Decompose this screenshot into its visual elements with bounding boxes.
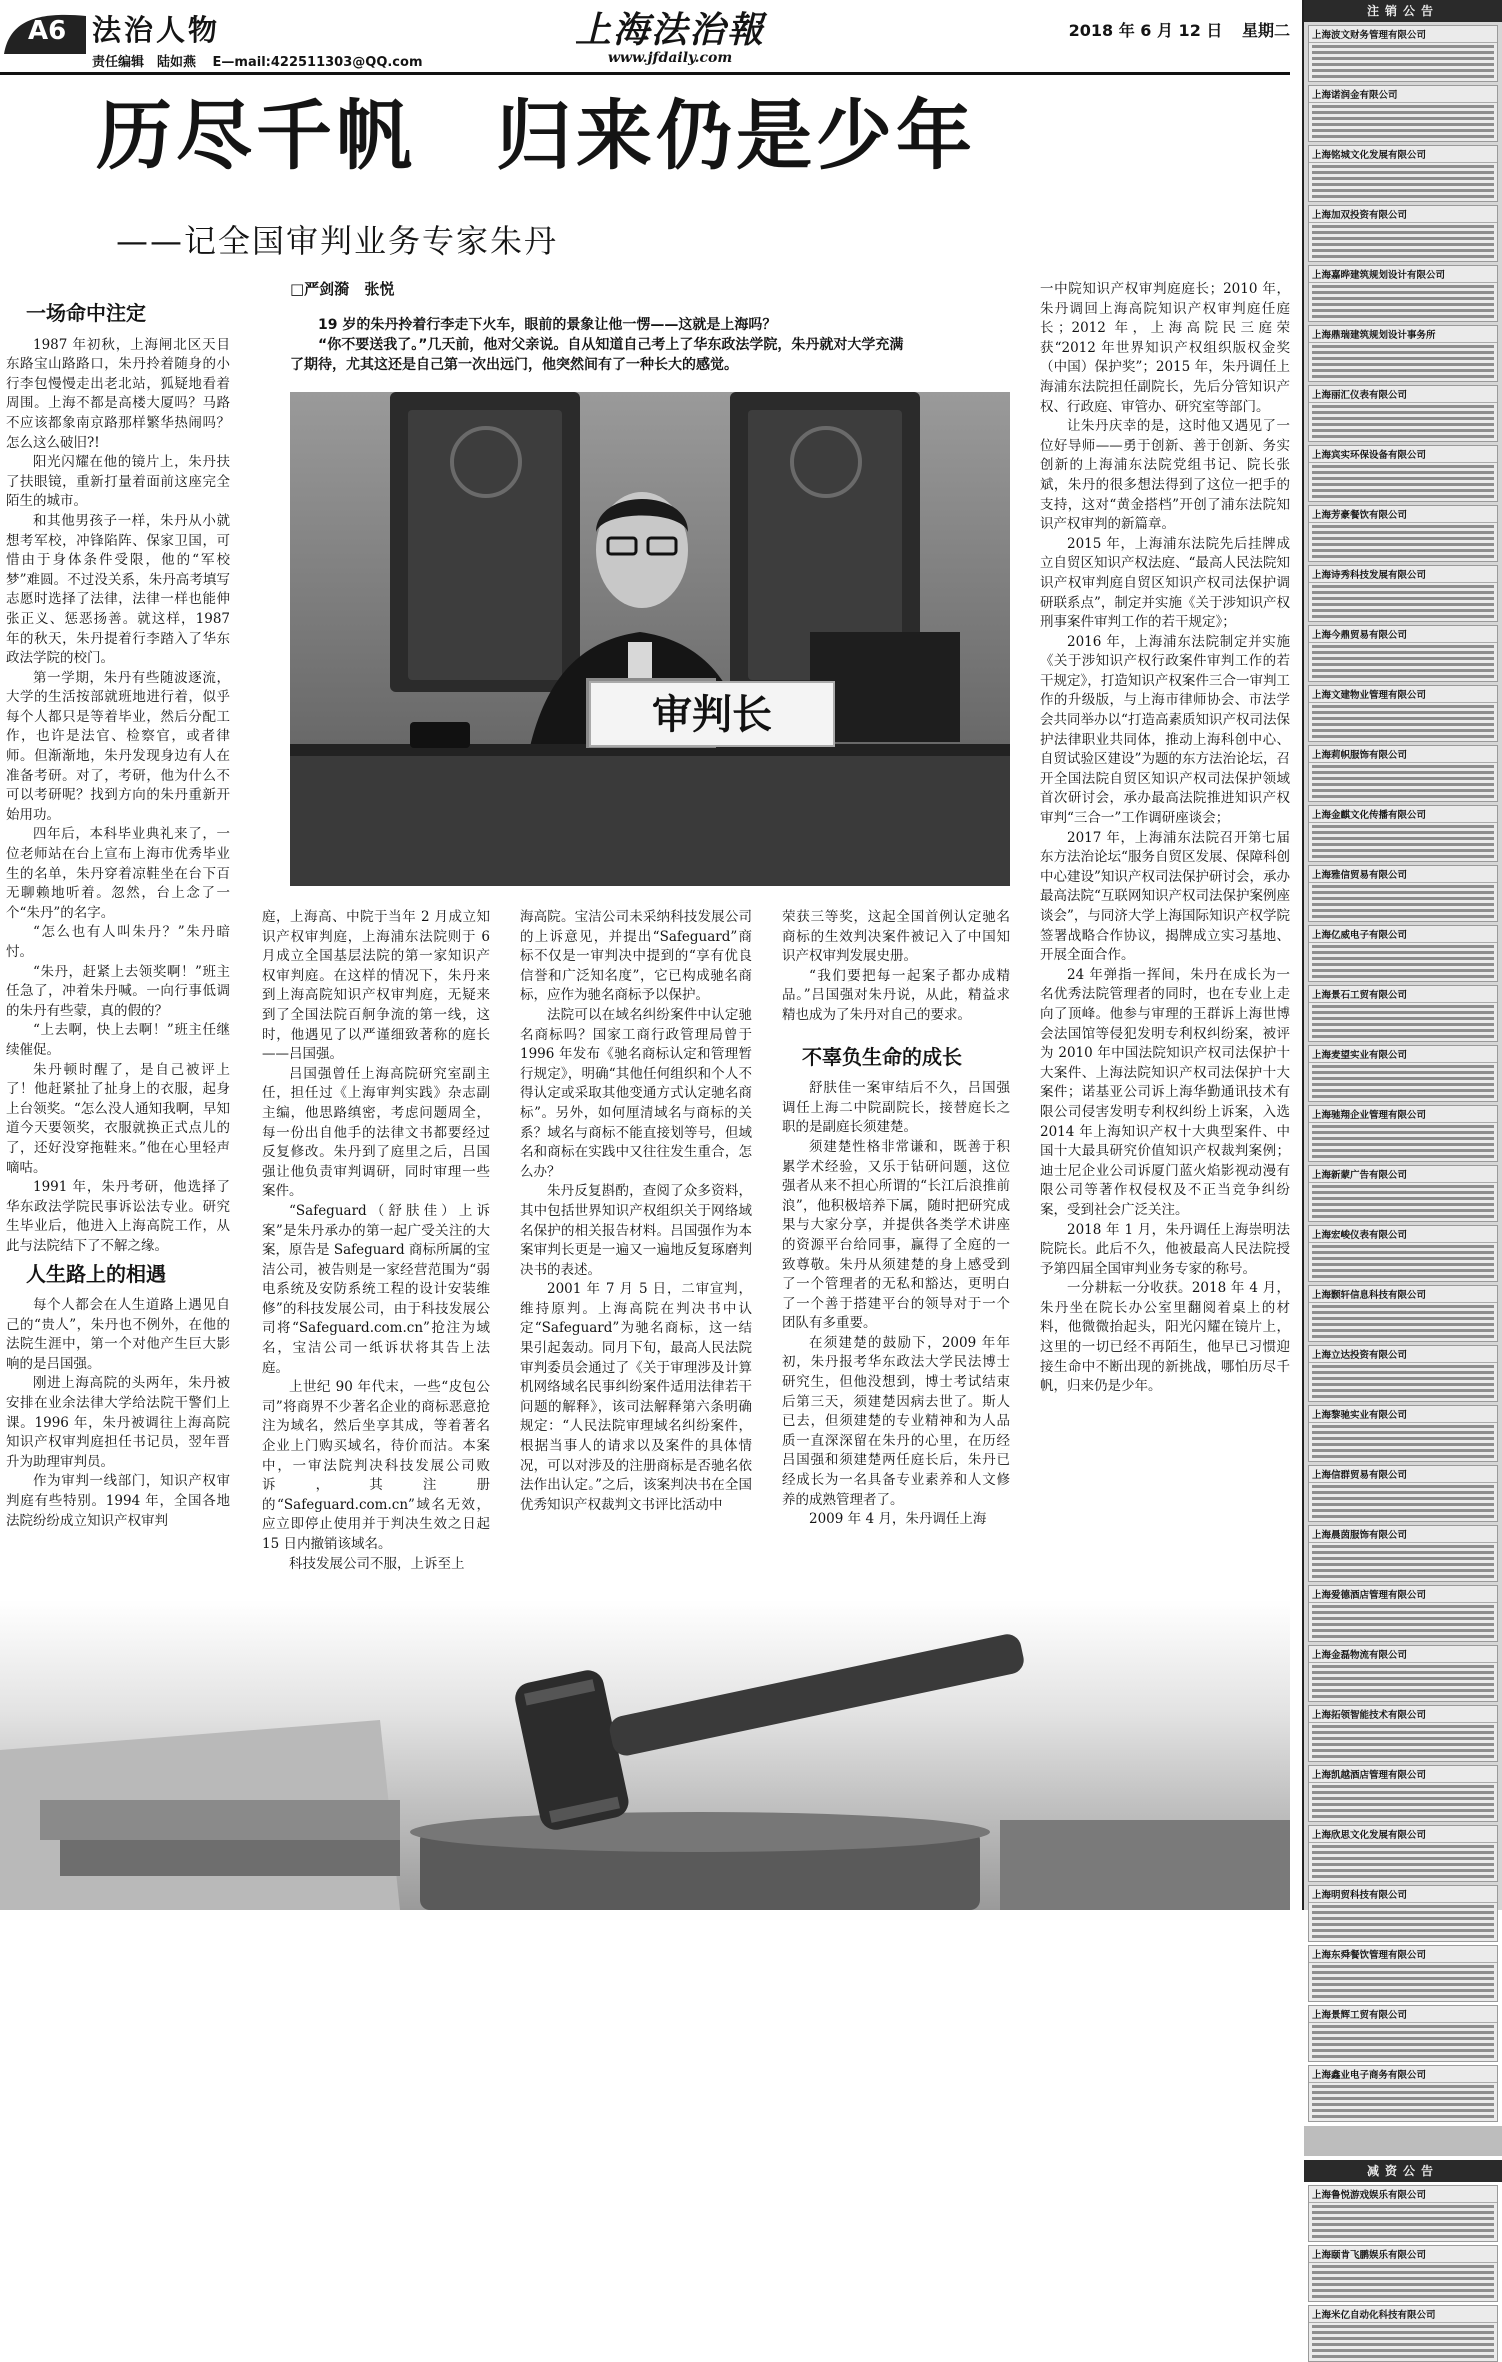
article-column-3 — [520, 908, 752, 1618]
paragraph: “朱丹，赶紧上去领奖啊！”班主任急了，冲着朱丹喊。一向行事低调的朱丹有些蒙，真的假的？ — [6, 963, 230, 1019]
classified-company-name: 上海芳豪餐饮有限公司 — [1309, 506, 1497, 523]
classified-fine-print — [1312, 645, 1494, 679]
paragraph: 四年后，本科毕业典礼来了，一位老师站在台上宣布上海市优秀毕业生的名单，朱丹穿着凉鞋坐在台下百无聊赖地听着。忽然，台上念了一个“朱丹”的名字。 — [6, 826, 230, 921]
classified-company-name: 上海诺润金有限公司 — [1309, 86, 1497, 103]
classified-company-name: 上海加双投资有限公司 — [1309, 206, 1497, 223]
paragraph: 一中院知识产权审判庭庭长；2010 年，朱丹调回上海高院知识产权审判庭任庭长；2012 年，上海高院民三庭荣获“2012 年世界知识产权组织版权金奖（中国）保护奖”；2015 年，朱丹调任上海浦东法院担任副院长，先后分管知识产权、行政庭、审管办、研究室等部门。 — [1040, 281, 1290, 415]
paragraph: 2016 年，上海浦东法院制定并实施《关于涉知识产权行政案件审判工作的若干规定》，打造知识产权案件三合一审判工作的升级版，与上海市律师协会、市法学会共同举办以“打造高素质知识产权司法保护法律职业共同体，推动上海科创中心、自贸试验区建设”为题的东方法治论坛，召开全国法院自贸区知识产权司法保护领域首次研讨会，承办最高法院推进知识产权审判“三合一”工作调研座谈会； — [1040, 633, 1290, 827]
classified-notice — [1308, 685, 1498, 742]
paragraph: 阳光闪耀在他的镜片上，朱丹扶了扶眼镜，重新打量着面前这座完全陌生的城市。 — [6, 454, 230, 510]
presiding-judge-sign: 审判长 — [652, 692, 772, 738]
classified-company-name: 上海景辉工贸有限公司 — [1309, 2006, 1497, 2023]
classified-notice — [1308, 625, 1498, 682]
classified-notice — [1308, 925, 1498, 982]
paragraph: 2009 年 4 月，朱丹调任上海 — [809, 1511, 987, 1528]
classified-fine-print — [1312, 2085, 1494, 2119]
classified-fine-print — [1312, 1785, 1494, 1819]
responsible-editor: 责任编辑 陆如燕 — [92, 55, 197, 70]
website-url: www.jfdaily.com — [607, 50, 733, 66]
classified-company-name: 上海黎驰实业有限公司 — [1309, 1406, 1497, 1423]
paragraph: 一分耕耘一分收获。2018 年 4 月，朱丹坐在院长办公室里翻阅着桌上的材料，他微微抬起头，阳光闪耀在镜片上，这里的一切已经不再陌生，他早已习惯迎接生命中不断出现的新挑战，哪怕历尽千帆，归来仍是少年。 — [1040, 1280, 1290, 1395]
classified-company-name: 上海东舜餐饮管理有限公司 — [1309, 1946, 1497, 1963]
intro-line: 了期待，尤其这还是自己第一次出远门，他突然间有了一种长大的感觉。 — [290, 357, 738, 373]
paragraph: 在须建楚的鼓励下，2009 年年初，朱丹报考华东政法大学民法博士研究生，但他没想到，博士考试结束后第三天，须建楚因病去世了。斯人已去，但须建楚的专业精神和为人品质一直深深留在朱丹的心里，在历经吕国强和须建楚两任庭长后，朱丹已经成长为一名具备专业素养和人文修养的成熟管理者了。 — [782, 1334, 1010, 1508]
classified-fine-print — [1312, 1125, 1494, 1159]
classified-company-name: 上海拓领智能技术有限公司 — [1309, 1706, 1497, 1723]
paragraph: 上世纪 90 年代末，一些“皮包公司”将商界不少著名企业的商标恶意抢注为域名，然后坐享其成，等着著名企业上门购买域名，待价而沽。本案中，一审法院判决科技发展公司败诉，其注册的“Safeguard.com.cn”域名无效，应立即停止使用并于判决生效之日起 15 日内撤销该域名。 — [262, 1379, 490, 1552]
classified-fine-print — [1312, 1245, 1494, 1279]
classified-company-name: 上海丽汇仪表有限公司 — [1309, 386, 1497, 403]
issue-weekday: 星期二 — [1241, 21, 1290, 40]
classified-notice — [1308, 265, 1498, 322]
author: 张悦 — [364, 280, 395, 298]
paragraph: 海高院。宝洁公司未采纳科技发展公司的上诉意见，并提出“Safeguard”商标不仅是一审判决中提到的“享有优良信誉和广泛知名度”，它已构成驰名商标，应作为驰名商标予以保护。 — [520, 909, 752, 1004]
classified-notice — [1308, 565, 1498, 622]
classified-notice — [1308, 2005, 1498, 2062]
classified-fine-print — [1312, 1845, 1494, 1879]
classifieds-header: 注销公告 — [1304, 0, 1502, 22]
paragraph: “Safeguard（舒肤佳）上诉案”是朱丹承办的第一起广受关注的大案，原告是 Safeguard 商标所属的宝洁公司，被告则是一家经营范围为“弱电系统及安防系统工程的设计安装维修”的科技发展公司，由于科技发展公司将“Safeguard.com.cn”抢注为域名，宝洁公司一纸诉状将其告上法庭。 — [262, 1202, 490, 1376]
paragraph: 1987 年初秋，上海闸北区天目东路宝山路路口，朱丹拎着随身的小行李包慢慢走出老北站，狐疑地看着周围。上海不都是高楼大厦吗？马路不应该都象南京路那样繁华热闹吗？怎么这么破旧?! — [6, 336, 230, 451]
headline: 历尽千帆 归来仍是少年 — [96, 91, 976, 180]
classified-company-name: 上海颢轩信息科技有限公司 — [1309, 1286, 1497, 1303]
article-column-2 — [262, 908, 490, 1618]
paragraph: 舒肤佳一案审结后不久，吕国强调任上海二中院副院长，接替庭长之职的是副庭长须建楚。 — [782, 1080, 1010, 1136]
classified-fine-print — [1312, 765, 1494, 799]
page-number: A6 — [28, 16, 67, 46]
classified-notice — [1308, 1645, 1498, 1702]
classified-notice — [1308, 445, 1498, 502]
author: □严剑漪 — [290, 280, 350, 298]
classified-company-name: 上海颐肯飞鹏娱乐有限公司 — [1309, 2246, 1497, 2263]
classified-notice — [1308, 1225, 1498, 1282]
paragraph: 2018 年 1 月，朱丹调任上海崇明法院院长。此后不久，他被最高人民法院授予第四届全国审判业务专家的称号。 — [1040, 1221, 1290, 1277]
classified-notice — [1308, 745, 1498, 802]
gavel-illustration — [0, 1600, 1290, 1910]
classifieds-divider — [1304, 2126, 1502, 2156]
classified-fine-print — [1312, 585, 1494, 619]
classified-fine-print — [1312, 1485, 1494, 1519]
paragraph: 让朱丹庆幸的是，这时他又遇见了一位好导师——勇于创新、善于创新、务实创新的上海浦东法院党组书记、院长张斌，朱丹的很多想法得到了这位一把手的支持，这对“黄金搭档”开创了浦东法院知识产权审判的新篇章。 — [1040, 418, 1290, 533]
classified-company-name: 上海新蒙广告有限公司 — [1309, 1166, 1497, 1183]
article-intro — [290, 315, 1010, 375]
issue-date: 2018 年 6 月 12 日 — [1068, 21, 1223, 40]
classified-fine-print — [1312, 105, 1494, 139]
classified-fine-print — [1312, 165, 1494, 199]
classified-company-name: 上海景石工贸有限公司 — [1309, 986, 1497, 1003]
classified-company-name: 上海信群贸易有限公司 — [1309, 1466, 1497, 1483]
classified-company-name: 上海文建物业管理有限公司 — [1309, 686, 1497, 703]
masthead — [0, 0, 1290, 75]
classified-fine-print — [1312, 1725, 1494, 1759]
classified-fine-print — [1312, 1545, 1494, 1579]
byline — [290, 278, 404, 299]
classified-company-name: 上海米亿自动化科技有限公司 — [1309, 2306, 1497, 2323]
classified-fine-print — [1312, 1905, 1494, 1939]
classified-company-name: 上海金磊物流有限公司 — [1309, 1646, 1497, 1663]
classified-fine-print — [1312, 285, 1494, 319]
paragraph: 庭，上海高、中院于当年 2 月成立知识产权审判庭，上海浦东法院则于 6 月成立全国基层法院的第一家知识产权审判庭。在这样的情况下，朱丹来到上海高院知识产权审判庭，无疑来到了全国法院百舸争流的第一线，这时，他遇见了以严谨细致著称的庭长——吕国强。 — [262, 909, 490, 1063]
editor-line — [92, 51, 435, 70]
judge-photo — [290, 392, 1010, 886]
classified-notice — [1308, 1405, 1498, 1462]
classified-company-name: 上海欣思文化发展有限公司 — [1309, 1826, 1497, 1843]
editor-email: E—mail:422511303@QQ.com — [212, 55, 423, 70]
classified-fine-print — [1312, 2205, 1494, 2239]
classified-company-name: 上海宏峻仪表有限公司 — [1309, 1226, 1497, 1243]
paragraph: 朱丹反复斟酌，查阅了众多资料，其中包括世界知识产权组织关于网络域名保护的相关报告材料。吕国强作为本案审判长更是一遍又一遍地反复琢磨判决书的表述。 — [520, 1183, 752, 1278]
classified-company-name: 上海金麒文化传播有限公司 — [1309, 806, 1497, 823]
classified-company-name: 上海鑫业电子商务有限公司 — [1309, 2066, 1497, 2083]
dateline — [1040, 18, 1290, 41]
classified-fine-print — [1312, 465, 1494, 499]
classified-notice — [1308, 805, 1498, 862]
paragraph: 和其他男孩子一样，朱丹从小就想考军校，冲锋陷阵、保家卫国，可惜由于身体条件受限，他的“军校梦”难圆。不过没关系，朱丹高考填写志愿时选择了法律，法律一样也能伸张正义、惩恶扬善。就这样，1987 年的秋天，朱丹提着行李踏入了华东政法学院的校门。 — [6, 512, 230, 667]
classified-company-name: 上海宾实环保设备有限公司 — [1309, 446, 1497, 463]
classified-company-name: 上海今鼎贸易有限公司 — [1309, 626, 1497, 643]
classified-notice — [1308, 1045, 1498, 1102]
classified-company-name: 上海鼎瑞建筑规划设计事务所 — [1309, 326, 1497, 343]
classified-fine-print — [1312, 345, 1494, 379]
classified-company-name: 上海驰翔企业管理有限公司 — [1309, 1106, 1497, 1123]
classified-notice — [1308, 325, 1498, 382]
paragraph: “我们要把每一起案子都办成精品。”吕国强对朱丹说，从此，精益求精也成为了朱丹对自己的要求。 — [782, 967, 1010, 1023]
classified-fine-print — [1312, 1365, 1494, 1399]
paragraph: 法院可以在域名纠纷案件中认定驰名商标吗？国家工商行政管理局曾于 1996 年发布《驰名商标认定和管理暂行规定》，明确“其他任何组织和个人不得认定或采取其他变通方式认定驰名商标”。另外，如何厘清域名与商标的关系？域名与商标不能直接划等号，但域名和商标在实践中又往往发生重合，怎么办？ — [520, 1006, 752, 1180]
paragraph: 2017 年，上海浦东法院召开第七届东方法治论坛“服务自贸区发展、保障科创中心建设”知识产权司法保护研讨会，承办最高法院“互联网知识产权司法保护案例座谈会”，与同济大学上海国际知识产权学院签署战略合作协议，揭牌成立实习基地、开展全面合作。 — [1040, 829, 1290, 964]
classified-notice — [1308, 2185, 1498, 2242]
classified-fine-print — [1312, 885, 1494, 919]
classified-fine-print — [1312, 1605, 1494, 1639]
classified-company-name: 上海麦望实业有限公司 — [1309, 1046, 1497, 1063]
classified-fine-print — [1312, 525, 1494, 559]
classified-company-name: 上海凯越酒店管理有限公司 — [1309, 1766, 1497, 1783]
classified-notice — [1308, 505, 1498, 562]
intro-line: 19 岁的朱丹拎着行李走下火车，眼前的景象让他一愣——这就是上海吗？ — [318, 317, 777, 333]
classified-company-name: 上海爱德酒店管理有限公司 — [1309, 1586, 1497, 1603]
classified-fine-print — [1312, 945, 1494, 979]
classified-notice — [1308, 205, 1498, 262]
paragraph: 作为审判一线部门，知识产权审判庭有些特别。1994 年，全国各地法院纷纷成立知识产权审判 — [6, 1473, 230, 1529]
classified-fine-print — [1312, 1065, 1494, 1099]
classifieds-header: 减资公告 — [1304, 2160, 1502, 2182]
paragraph: 朱丹顿时醒了，是自己被评上了！他赶紧扯了扯身上的衣服，起身上台领奖。“怎么没人通知我啊，早知道今天要领奖，衣服就换正式点儿的了，还好没穿拖鞋来。”他在心里轻声嘀咕。 — [6, 1061, 230, 1176]
paragraph: 1991 年，朱丹考研，他选择了华东政法学院民事诉讼法专业。研究生毕业后，他进入上海高院工作，从此与法院结下了不解之缘。 — [6, 1179, 230, 1254]
classified-company-name: 上海立达投资有限公司 — [1309, 1346, 1497, 1363]
classified-notice — [1308, 1945, 1498, 2002]
classified-notice — [1308, 1765, 1498, 1822]
classified-notice — [1308, 985, 1498, 1042]
paragraph: “怎么也有人叫朱丹？”朱丹暗忖。 — [6, 924, 230, 960]
paragraph: 荣获三等奖，这起全国首例认定驰名商标的生效判决案件被记入了中国知识产权审判发展史册。 — [782, 909, 1010, 965]
classified-company-name: 上海明贸科技有限公司 — [1309, 1886, 1497, 1903]
classified-notice — [1308, 25, 1498, 82]
intro-line: “你不要送我了。”几天前，他对父亲说。自从知道自己考上了华东政法学院，朱丹就对大学充满 — [318, 337, 904, 353]
section-heading: 人生路上的相遇 — [26, 1261, 166, 1286]
classified-notice — [1308, 85, 1498, 142]
classified-notice — [1308, 2305, 1498, 2362]
paragraph: 吕国强曾任上海高院研究室副主任，担任过《上海审判实践》杂志副主编，他思路缜密，考虑问题周全，每一份出自他手的法律文书都要经过反复修改。朱丹到了庭里之后，吕国强让他负责审判调研，同时审理一些案件。 — [262, 1065, 490, 1200]
classified-notice — [1308, 1345, 1498, 1402]
paragraph: 24 年弹指一挥间，朱丹在成长为一名优秀法院管理者的同时，也在专业上走向了顶峰。他参与审理的王群诉上海世博会法国馆等侵犯发明专利权纠纷案，被评为 2010 年中国法院知识产权司法保护十大案件、上海法院知识产权司法保护十大案件；诺基亚公司诉上海华勤通讯技术有限公司侵害发明专利权纠纷上诉案，入选 2014 年上海知识产权十大典型案件、中国十大最具研究价值知识产权裁判案例；迪士尼企业公司诉厦门蓝火焰影视动漫有限公司等著作权侵权及不正当竞争纠纷案，受到社会广泛关注。 — [1040, 966, 1290, 1218]
classified-notice — [1308, 2065, 1498, 2122]
paragraph: 2015 年，上海浦东法院先后挂牌成立自贸区知识产权法庭、“最高人民法院知识产权审判庭自贸区知识产权司法保护调研联系点”，制定并实施《关于涉知识产权刑事案件审判工作的若干规定》； — [1040, 535, 1290, 631]
classified-notice — [1308, 145, 1498, 202]
classifieds-strip — [1302, 0, 1502, 2321]
classified-fine-print — [1312, 1005, 1494, 1039]
classified-company-name: 上海雅信贸易有限公司 — [1309, 866, 1497, 883]
classified-company-name: 上海铭城文化发展有限公司 — [1309, 146, 1497, 163]
section-name: 法治人物 — [92, 13, 221, 47]
article-column-1 — [6, 296, 230, 1616]
section-heading: 一场命中注定 — [26, 301, 146, 325]
paragraph: 须建楚性格非常谦和，既善于积累学术经验，又乐于钻研问题，这位强者从来不担心所谓的“长江后浪推前浪”，他积极培养下属，随时把研究成果与大家分享，并提供各类学术讲座的资源平台给同事，赢得了全庭的一致尊敬。朱丹从须建楚的身上感受到了一个管理者的无私和豁达，更明白了一个善于搭建平台的领导对于一个团队有多重要。 — [782, 1138, 1010, 1332]
classifieds-list — [1304, 25, 1502, 2122]
classified-notice — [1308, 1885, 1498, 1942]
classified-notice — [1308, 865, 1498, 922]
paragraph: 刚进上海高院的头两年，朱丹被安排在业余法律大学给法院干警们上课。1996 年，朱丹被调往上海高院知识产权审判庭担任书记员，翌年晋升为助理审判员。 — [6, 1375, 230, 1470]
classified-fine-print — [1312, 2025, 1494, 2059]
classified-company-name: 上海诗秀科技发展有限公司 — [1309, 566, 1497, 583]
article-column-5 — [1040, 280, 1290, 1620]
classified-fine-print — [1312, 705, 1494, 739]
classified-fine-print — [1312, 1305, 1494, 1339]
classified-notice — [1308, 1525, 1498, 1582]
classified-company-name: 上海亿威电子有限公司 — [1309, 926, 1497, 943]
paragraph: 第一学期，朱丹有些随波逐流，大学的生活按部就班地进行着，似乎每个人都只是等着毕业，然后分配工作，也许是法官、检察官，或者律师。但渐渐地，朱丹发现身边有人在准备考研。对了，考研，他为什么不可以考研呢？找到方向的朱丹重新开始用功。 — [6, 669, 230, 823]
classified-fine-print — [1312, 1425, 1494, 1459]
classified-company-name: 上海莉帜服饰有限公司 — [1309, 746, 1497, 763]
classified-company-name: 上海波文财务管理有限公司 — [1309, 26, 1497, 43]
classified-fine-print — [1312, 225, 1494, 259]
classified-fine-print — [1312, 825, 1494, 859]
section-heading: 不辜负生命的成长 — [802, 1044, 962, 1069]
classified-notice — [1308, 1105, 1498, 1162]
classified-notice — [1308, 2245, 1498, 2302]
classified-fine-print — [1312, 2265, 1494, 2299]
classified-notice — [1308, 1825, 1498, 1882]
classified-fine-print — [1312, 45, 1494, 79]
classified-fine-print — [1312, 1185, 1494, 1219]
classified-notice — [1308, 1165, 1498, 1222]
newspaper-logo: 上海法治報 — [574, 9, 765, 51]
paragraph: 每个人都会在人生道路上遇见自己的“贵人”，朱丹也不例外，在他的法院生涯中，第一个对他产生巨大影响的是吕国强。 — [6, 1297, 230, 1372]
classified-fine-print — [1312, 2325, 1494, 2359]
article-column-4 — [782, 908, 1010, 1618]
classified-notice — [1308, 1285, 1498, 1342]
classified-notice — [1308, 1585, 1498, 1642]
classified-fine-print — [1312, 1665, 1494, 1699]
classified-company-name: 上海鲁悦游戏娱乐有限公司 — [1309, 2186, 1497, 2203]
classified-notice — [1308, 1705, 1498, 1762]
classified-fine-print — [1312, 405, 1494, 439]
classified-notice — [1308, 1465, 1498, 1522]
paragraph: “上去啊，快上去啊！”班主任继续催促。 — [6, 1022, 230, 1058]
classified-company-name: 上海晨茵服饰有限公司 — [1309, 1526, 1497, 1543]
classifieds-list — [1304, 2185, 1502, 2362]
page-number-tab — [2, 8, 88, 56]
classified-fine-print — [1312, 1965, 1494, 1999]
classified-notice — [1308, 385, 1498, 442]
paragraph: 2001 年 7 月 5 日，二审宣判，维持原判。上海高院在判决书中认定“Safeguard”为驰名商标，这一结果引起轰动。同月下旬，最高人民法院审判委员会通过了《关于审理涉及计算机网络域名民事纠纷案件适用法律若干问题的解释》，该司法解释第六条明确规定：“人民法院审理域名纠纷案件，根据当事人的请求以及案件的具体情况，可以对涉及的注册商标是否驰名依法作出认定。”之后，该案判决书在全国优秀知识产权裁判文书评比活动中 — [520, 1281, 752, 1513]
subheadline: ——记全国审判业务专家朱丹 — [116, 222, 559, 260]
paragraph: 科技发展公司不服，上诉至上 — [289, 1555, 465, 1572]
classified-company-name: 上海嘉晔建筑规划设计有限公司 — [1309, 266, 1497, 283]
